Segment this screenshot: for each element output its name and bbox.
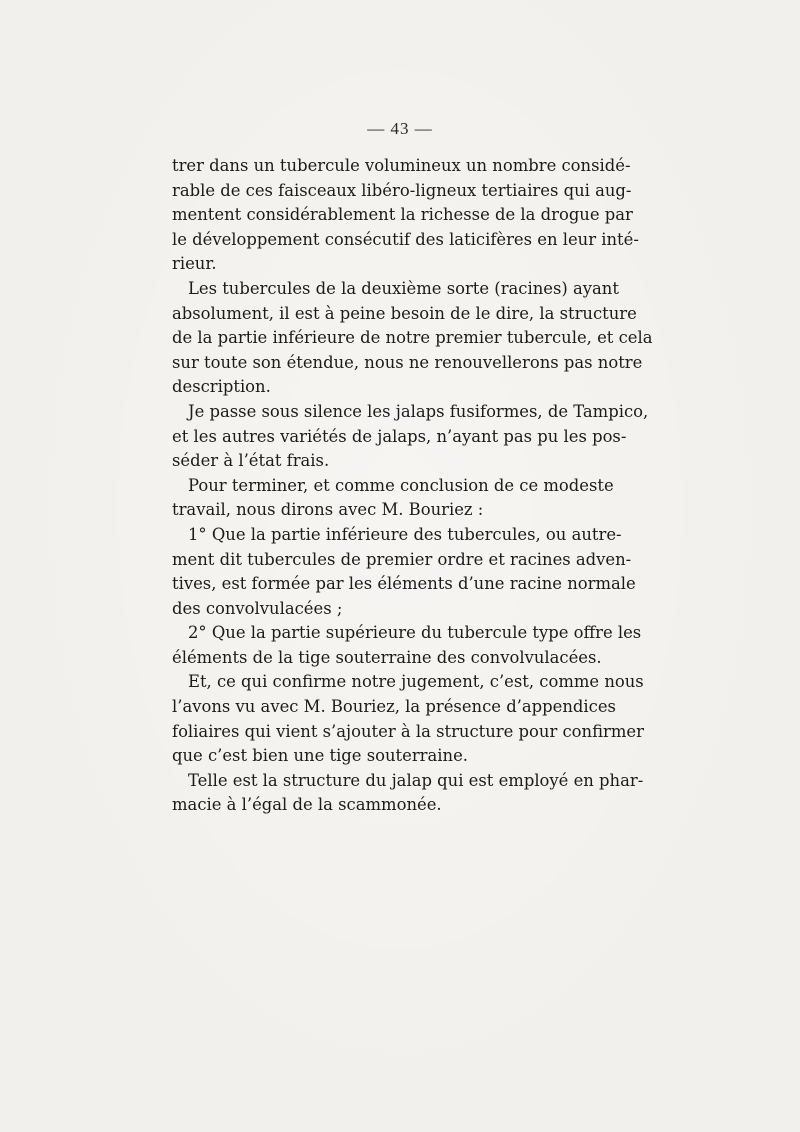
text-line: Pour terminer, et comme conclusion de ce modeste [188,475,614,495]
text-line: le développement consécutif des laticifères en leur inté- [172,229,639,249]
text-line: l’avons vu avec M. Bouriez, la présence d’appendices [172,697,616,717]
text-line: 1° Que la partie inférieure des tubercules, ou autre- [188,524,622,544]
text-line: sur toute son étendue, nous ne renouvellerons pas notre [172,352,643,372]
body-text [172,154,653,818]
text-line: Je passe sous silence les jalaps fusiformes, de Tampico, [188,401,649,421]
page-number: — 43 — [367,119,433,138]
text-line: description. [172,377,271,397]
text-line: travail, nous dirons avec M. Bouriez : [172,500,484,520]
text-line: que c’est bien une tige souterraine. [172,746,468,766]
text-line: et les autres variétés de jalaps, n’ayant pas pu les pos- [172,426,627,446]
text-line: foliaires qui vient s’ajouter à la structure pour confirmer [172,721,644,741]
text-line: Les tubercules de la deuxième sorte (racines) ayant [188,278,619,298]
text-line: mentent considérablement la richesse de la drogue par [172,205,633,225]
text-line: macie à l’égal de la scammonée. [172,795,442,815]
text-line: trer dans un tubercule volumineux un nombre considé- [172,156,631,175]
text-line: rable de ces faisceaux libéro-ligneux tertiaires qui aug- [172,180,632,200]
text-line: éléments de la tige souterraine des convolvulacées. [172,647,602,667]
text-line: séder à l’état frais. [172,451,330,471]
text-line: des convolvulacées ; [172,598,343,618]
text-line: ment dit tubercules de premier ordre et racines adven- [172,549,632,569]
text-line: tives, est formée par les éléments d’une racine normale [172,574,636,594]
text-line: rieur. [172,254,217,274]
text-line: absolument, il est à peine besoin de le dire, la structure [172,303,637,323]
text-line: 2° Que la partie supérieure du tubercule type offre les [188,623,642,643]
text-line: de la partie inférieure de notre premier tubercule, et cela [172,328,653,348]
text-line: Telle est la structure du jalap qui est employé en phar- [188,770,644,790]
text-line: Et, ce qui confirme notre jugement, c’est, comme nous [188,672,644,692]
